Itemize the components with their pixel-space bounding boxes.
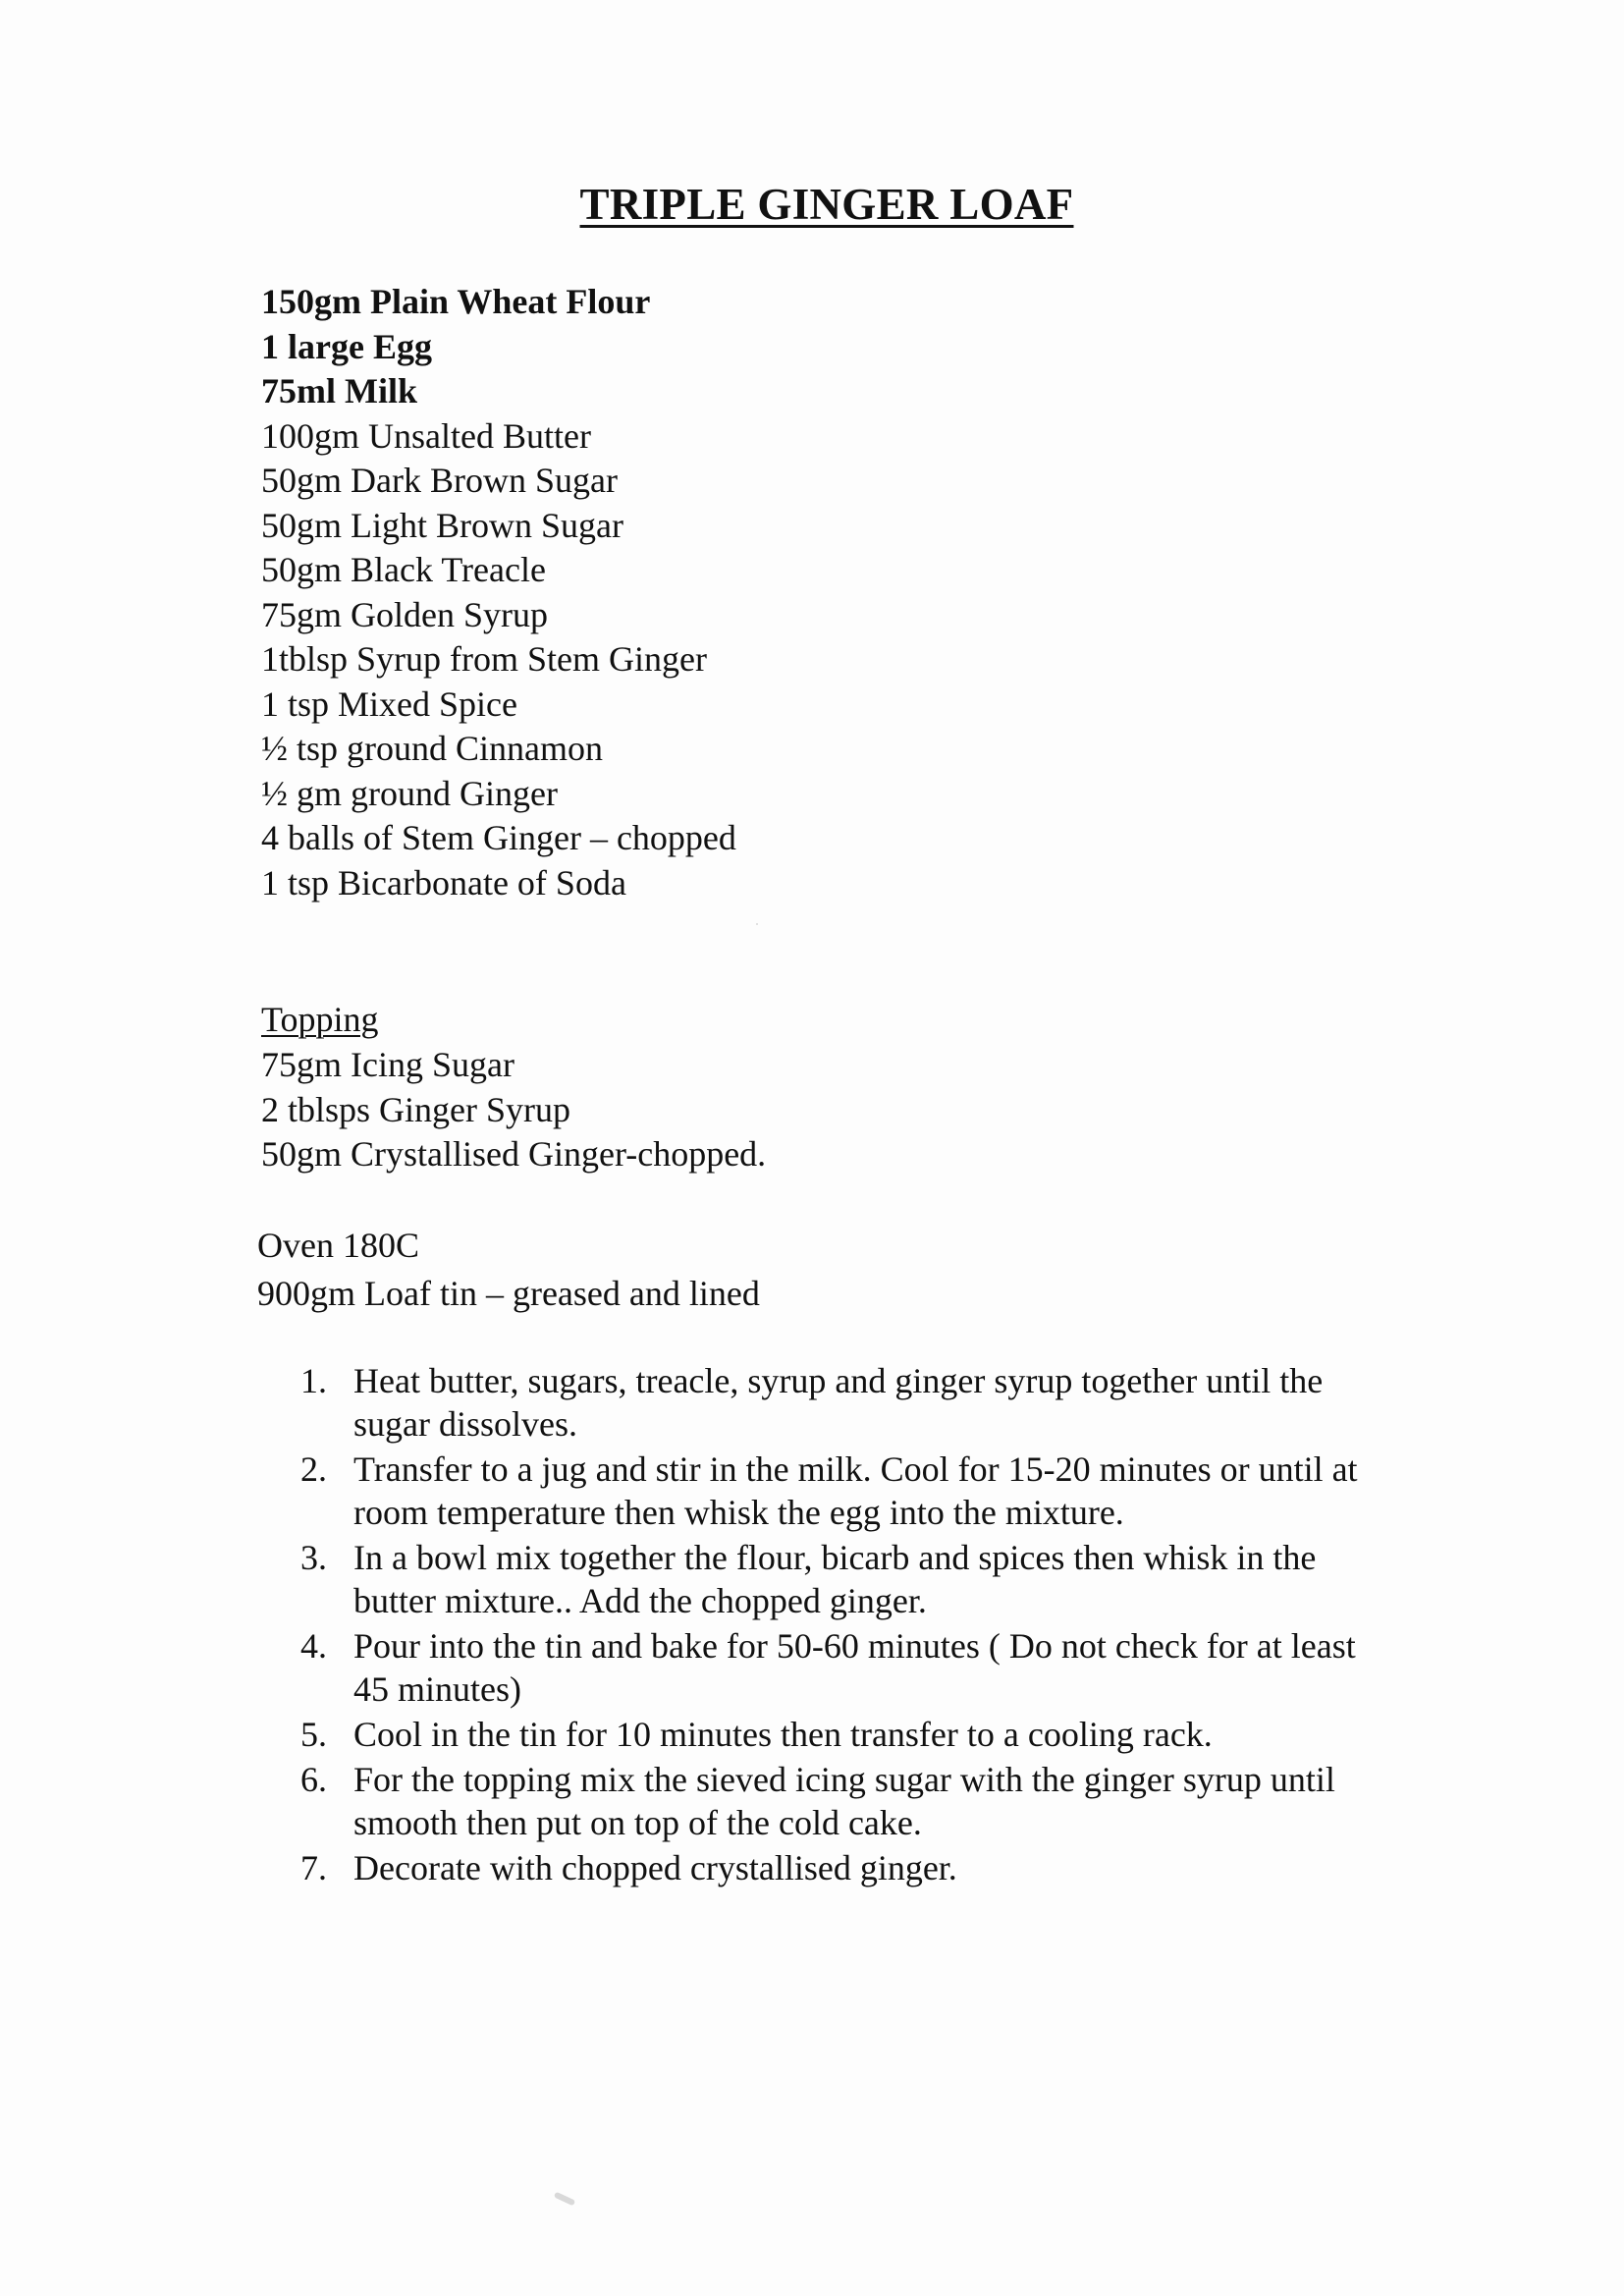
- ingredient-item: 75gm Golden Syrup: [261, 594, 548, 634]
- ingredients-list: [261, 280, 736, 905]
- step-number: 1.: [300, 1361, 327, 1400]
- ingredient-item: 4 balls of Stem Ginger – chopped: [261, 818, 736, 857]
- ingredient-item: ½ tsp ground Cinnamon: [261, 729, 603, 768]
- step-text: Pour into the tin and bake for 50-60 minutes ( Do not check for at least 45 minutes): [353, 1626, 1356, 1709]
- ingredient-item: 50gm Dark Brown Sugar: [261, 461, 618, 500]
- step-number: 6.: [300, 1760, 327, 1799]
- ingredient-item: 50gm Black Treacle: [261, 550, 546, 589]
- step-text: Decorate with chopped crystallised ginger.: [353, 1848, 957, 1887]
- scan-mark: [554, 2192, 575, 2207]
- step-number: 7.: [300, 1848, 327, 1887]
- method-step: [300, 1359, 1390, 1446]
- ingredient-item: 1 tsp Bicarbonate of Soda: [261, 862, 626, 902]
- loaf-tin: 900gm Loaf tin – greased and lined: [257, 1274, 760, 1313]
- step-text: Cool in the tin for 10 minutes then transfer to a cooling rack.: [353, 1715, 1213, 1754]
- ingredient-item: 1 tsp Mixed Spice: [261, 683, 517, 724]
- step-number: 4.: [300, 1626, 327, 1666]
- topping-item: 2 tblsps Ginger Syrup: [261, 1089, 570, 1129]
- step-text: Heat butter, sugars, treacle, syrup and ginger syrup together until the sugar dissolves.: [353, 1361, 1324, 1444]
- ingredient-item: 1 large Egg: [261, 326, 432, 366]
- ingredient-item: 50gm Light Brown Sugar: [261, 505, 623, 545]
- ingredient-item: 1tblsp Syrup from Stem Ginger: [261, 639, 707, 679]
- method-step: [300, 1536, 1390, 1622]
- oven-info: [257, 1222, 760, 1318]
- scan-speck: [756, 923, 758, 925]
- step-text: In a bowl mix together the flour, bicarb and spices then whisk in the butter mixture.. Add the chopped ginger.: [353, 1538, 1317, 1620]
- ingredient-item: 100gm Unsalted Butter: [261, 415, 591, 456]
- step-text: Transfer to a jug and stir in the milk. Cool for 15-20 minutes or until at room temperature then whisk the egg into the mixture.: [353, 1449, 1358, 1532]
- topping-heading: Topping: [261, 1000, 379, 1039]
- oven-temperature: Oven 180C: [257, 1226, 419, 1265]
- ingredient-item: 75ml Milk: [261, 371, 417, 410]
- recipe-title: TRIPLE GINGER LOAF: [579, 180, 1074, 229]
- method-step: [300, 1846, 1390, 1889]
- step-number: 3.: [300, 1538, 327, 1577]
- step-number: 5.: [300, 1715, 327, 1754]
- ingredient-item: 150gm Plain Wheat Flour: [261, 282, 651, 321]
- method-step: [300, 1758, 1390, 1844]
- method-step: [300, 1713, 1390, 1756]
- ingredient-item: ½ gm ground Ginger: [261, 773, 558, 813]
- method-step: [300, 1624, 1390, 1711]
- method-step: [300, 1448, 1390, 1534]
- topping-item: 75gm Icing Sugar: [261, 1045, 514, 1084]
- step-number: 2.: [300, 1449, 327, 1489]
- topping-item: 50gm Crystallised Ginger-chopped.: [261, 1134, 767, 1174]
- step-text: For the topping mix the sieved icing sugar with the ginger syrup until smooth then put on top of the cold cake.: [353, 1760, 1335, 1842]
- method-steps: [300, 1359, 1390, 1891]
- topping-list: [261, 1043, 766, 1177]
